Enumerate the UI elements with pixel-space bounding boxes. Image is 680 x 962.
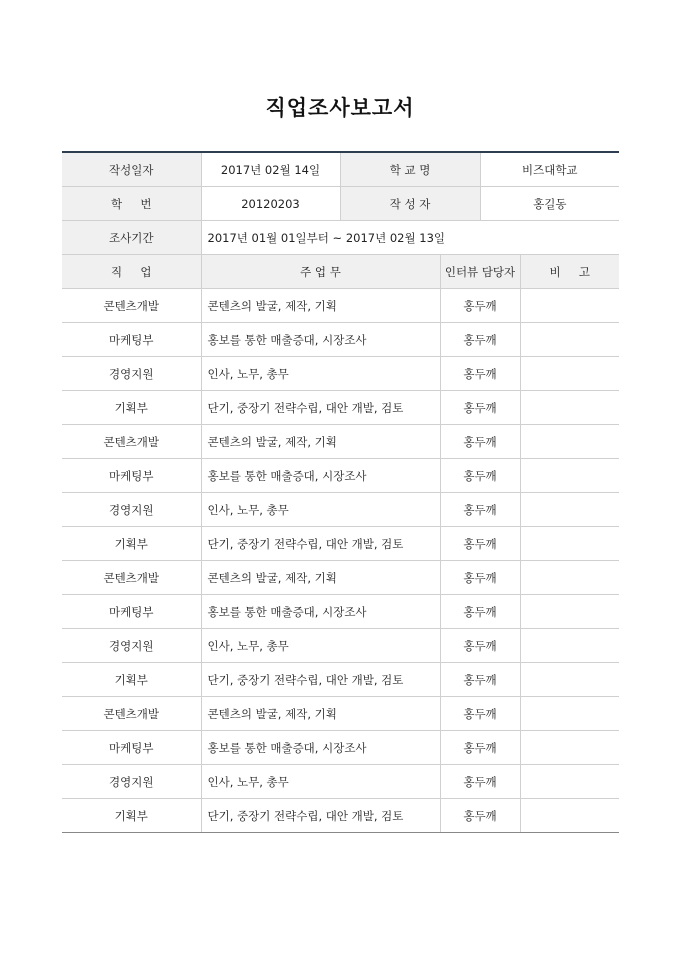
period-label: 조사기간: [62, 221, 201, 255]
job-cell: 기획부: [62, 527, 201, 561]
info-row-student: [62, 187, 619, 221]
interviewer-cell: 홍두깨: [440, 289, 520, 323]
table-row: [62, 323, 619, 357]
interviewer-cell: 홍두깨: [440, 391, 520, 425]
interviewer-cell: 홍두깨: [440, 663, 520, 697]
interviewer-cell: 홍두깨: [440, 697, 520, 731]
duty-cell: 홍보를 통한 매출증대, 시장조사: [201, 731, 440, 765]
interviewer-cell: 홍두깨: [440, 765, 520, 799]
duty-cell: 단기, 중장기 전략수립, 대안 개발, 검토: [201, 391, 440, 425]
interviewer-cell: 홍두깨: [440, 595, 520, 629]
report-table: [62, 151, 619, 833]
column-header-row: [62, 255, 619, 289]
note-cell: [520, 663, 619, 697]
table-row: [62, 493, 619, 527]
table-row: [62, 391, 619, 425]
job-cell: 경영지원: [62, 765, 201, 799]
duty-cell: 인사, 노무, 총무: [201, 357, 440, 391]
job-cell: 콘텐츠개발: [62, 697, 201, 731]
note-cell: [520, 391, 619, 425]
school-value: 비즈대학교: [480, 152, 619, 187]
job-cell: 경영지원: [62, 493, 201, 527]
note-cell: [520, 799, 619, 833]
job-cell: 경영지원: [62, 629, 201, 663]
interviewer-cell: 홍두깨: [440, 493, 520, 527]
job-cell: 콘텐츠개발: [62, 561, 201, 595]
duty-cell: 단기, 중장기 전략수립, 대안 개발, 검토: [201, 527, 440, 561]
duty-cell: 홍보를 통한 매출증대, 시장조사: [201, 323, 440, 357]
note-cell: [520, 527, 619, 561]
table-row: [62, 731, 619, 765]
school-label: 학 교 명: [340, 152, 480, 187]
interviewer-cell: 홍두깨: [440, 731, 520, 765]
duty-cell: 인사, 노무, 총무: [201, 765, 440, 799]
note-cell: [520, 629, 619, 663]
job-cell: 마케팅부: [62, 595, 201, 629]
duty-cell: 홍보를 통한 매출증대, 시장조사: [201, 595, 440, 629]
duty-cell: 콘텐츠의 발굴, 제작, 기획: [201, 425, 440, 459]
job-cell: 마케팅부: [62, 323, 201, 357]
job-cell: 기획부: [62, 391, 201, 425]
duty-cell: 콘텐츠의 발굴, 제작, 기획: [201, 289, 440, 323]
job-cell: 콘텐츠개발: [62, 425, 201, 459]
note-cell: [520, 357, 619, 391]
note-cell: [520, 595, 619, 629]
table-row: [62, 425, 619, 459]
table-row: [62, 799, 619, 833]
table-row: [62, 357, 619, 391]
col-duty-header: 주 업 무: [201, 255, 440, 289]
duty-cell: 단기, 중장기 전략수립, 대안 개발, 검토: [201, 663, 440, 697]
interviewer-cell: 홍두깨: [440, 459, 520, 493]
interviewer-cell: 홍두깨: [440, 425, 520, 459]
duty-cell: 콘텐츠의 발굴, 제작, 기획: [201, 697, 440, 731]
info-row-period: [62, 221, 619, 255]
author-value: 홍길동: [480, 187, 619, 221]
table-row: [62, 289, 619, 323]
interviewer-cell: 홍두깨: [440, 527, 520, 561]
note-cell: [520, 425, 619, 459]
table-row: [62, 527, 619, 561]
table-row: [62, 663, 619, 697]
job-cell: 경영지원: [62, 357, 201, 391]
duty-cell: 홍보를 통한 매출증대, 시장조사: [201, 459, 440, 493]
duty-cell: 단기, 중장기 전략수립, 대안 개발, 검토: [201, 799, 440, 833]
duty-cell: 인사, 노무, 총무: [201, 493, 440, 527]
table-row: [62, 459, 619, 493]
duty-cell: 인사, 노무, 총무: [201, 629, 440, 663]
date-value: 2017년 02월 14일: [201, 152, 340, 187]
job-cell: 마케팅부: [62, 459, 201, 493]
table-row: [62, 629, 619, 663]
info-row-date: [62, 152, 619, 187]
interviewer-cell: 홍두깨: [440, 561, 520, 595]
interviewer-cell: 홍두깨: [440, 323, 520, 357]
job-cell: 기획부: [62, 663, 201, 697]
student-id-value: 20120203: [201, 187, 340, 221]
table-row: [62, 697, 619, 731]
note-cell: [520, 731, 619, 765]
note-cell: [520, 459, 619, 493]
table-row: [62, 595, 619, 629]
period-value: 2017년 01월 01일부터 ~ 2017년 02월 13일: [201, 221, 619, 255]
table-row: [62, 765, 619, 799]
note-cell: [520, 697, 619, 731]
date-label: 작성일자: [62, 152, 201, 187]
job-cell: 콘텐츠개발: [62, 289, 201, 323]
table-row: [62, 561, 619, 595]
author-label: 작 성 자: [340, 187, 480, 221]
interviewer-cell: 홍두깨: [440, 357, 520, 391]
student-id-label: 학 번: [62, 187, 201, 221]
job-cell: 기획부: [62, 799, 201, 833]
col-note-header: 비 고: [520, 255, 619, 289]
note-cell: [520, 493, 619, 527]
note-cell: [520, 765, 619, 799]
note-cell: [520, 561, 619, 595]
job-cell: 마케팅부: [62, 731, 201, 765]
col-interviewer-header: 인터뷰 담당자: [440, 255, 520, 289]
duty-cell: 콘텐츠의 발굴, 제작, 기획: [201, 561, 440, 595]
interviewer-cell: 홍두깨: [440, 799, 520, 833]
col-job-header: 직 업: [62, 255, 201, 289]
note-cell: [520, 289, 619, 323]
document-title: 직업조사보고서: [265, 96, 415, 120]
interviewer-cell: 홍두깨: [440, 629, 520, 663]
note-cell: [520, 323, 619, 357]
